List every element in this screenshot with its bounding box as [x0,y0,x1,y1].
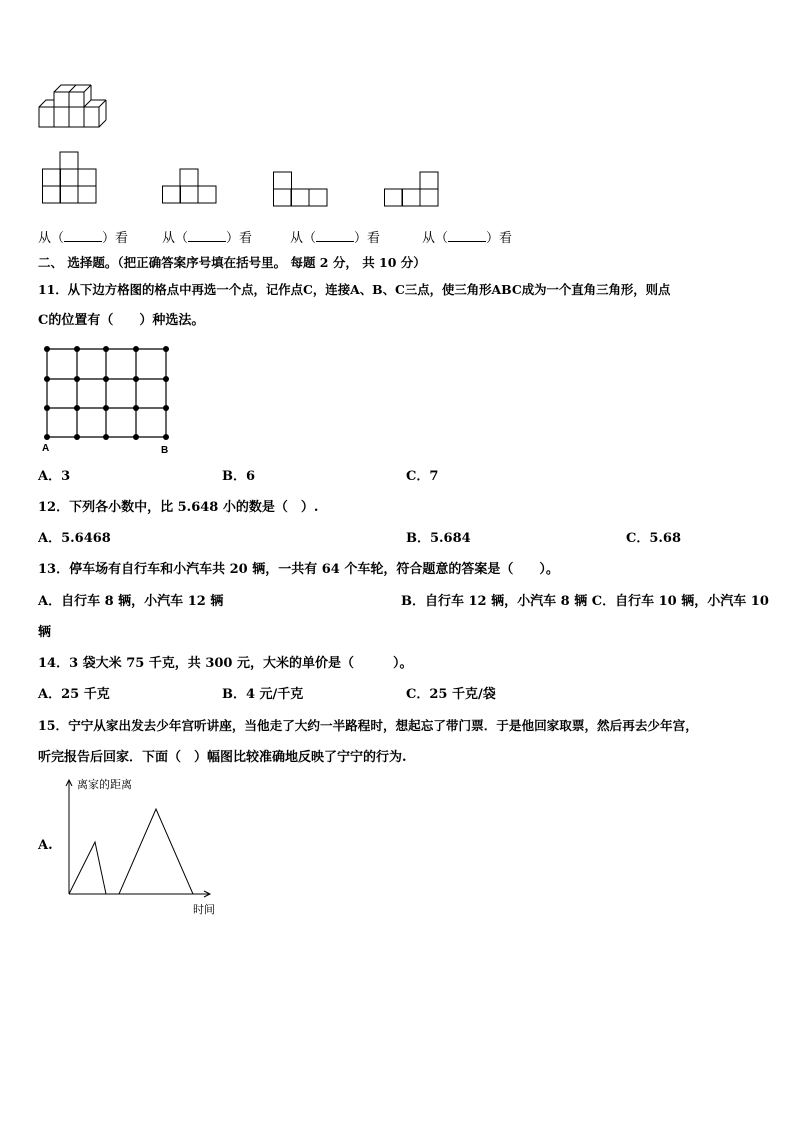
q13-option-bc[interactable]: B．自行车 12 辆，小汽车 8 辆 C．自行车 10 辆，小汽车 10 [401,594,769,609]
cube-stack-figure [38,82,108,132]
answer-blank[interactable] [188,229,226,242]
answer-blank[interactable] [448,229,486,242]
q13-option-a[interactable]: A．自行车 8 辆，小汽车 12 辆 [38,594,224,609]
view-label-1: 从（ ）看 [38,231,129,246]
view-label-2: 从（ ）看 [162,231,253,246]
view-label-3: 从（ ）看 [290,231,381,246]
grid-label-b: B [161,445,169,456]
answer-blank[interactable] [316,229,354,242]
view-label-4: 从（ ）看 [422,231,513,246]
q12-option-c[interactable]: C．5.68 [626,531,682,546]
view-figure-1 [42,151,98,205]
q14-option-c[interactable]: C．25 千克/袋 [406,687,496,702]
question-11-line-2: C的位置有（ ）种选法。 [38,313,205,328]
q11-option-a[interactable]: A．3 [38,469,71,484]
q12-option-a[interactable]: A．5.6468 [38,531,111,546]
question-12-stem: 12．下列各小数中，比 5.648 小的数是（ ）. [38,500,319,515]
distance-time-graph [60,778,250,918]
answer-blank[interactable] [64,229,102,242]
view-figure-3 [273,171,329,209]
q13-option-continuation: 辆 [38,625,52,640]
graph-x-label: 时间 [193,903,215,916]
view-figure-4 [384,171,440,209]
question-14-stem: 14．3 袋大米 75 千克，共 300 元，大米的单价是（ ）。 [38,656,413,671]
question-11-line-1: 11．从下边方格图的格点中再选一个点，记作点C，连接A、B、C三点，使三角形ABC成为一个直角三角形，则点 [38,282,671,297]
distance-line [69,809,193,894]
q11-option-b[interactable]: B．6 [222,469,256,484]
q12-option-b[interactable]: B．5.684 [406,531,471,546]
q14-option-a[interactable]: A．25 千克 [38,687,110,702]
section-heading: 二、 选择题。（把正确答案序号填在括号里。 每题 2 分， 共 10 分） [38,255,426,270]
graph-y-label: 离家的距离 [77,778,132,791]
q14-option-b[interactable]: B．4 元/千克 [222,687,304,702]
grid-label-a: A [42,443,50,454]
lattice-grid [40,343,180,458]
question-15-line-1: 15．宁宁从家出发去少年宫听讲座，当他走了大约一半路程时，想起忘了带门票．于是他回家取票，然后再去少年宫， [38,718,698,733]
view-figure-2 [162,168,218,206]
q15-option-a-label[interactable]: A. [38,838,53,853]
q11-option-c[interactable]: C．7 [406,469,439,484]
question-13-stem: 13．停车场有自行车和小汽车共 20 辆，一共有 64 个车轮，符合题意的答案是（ ）。 [38,562,559,577]
question-15-line-2: 听完报告后回家．下面（ ）幅图比较准确地反映了宁宁的行为. [38,750,407,765]
